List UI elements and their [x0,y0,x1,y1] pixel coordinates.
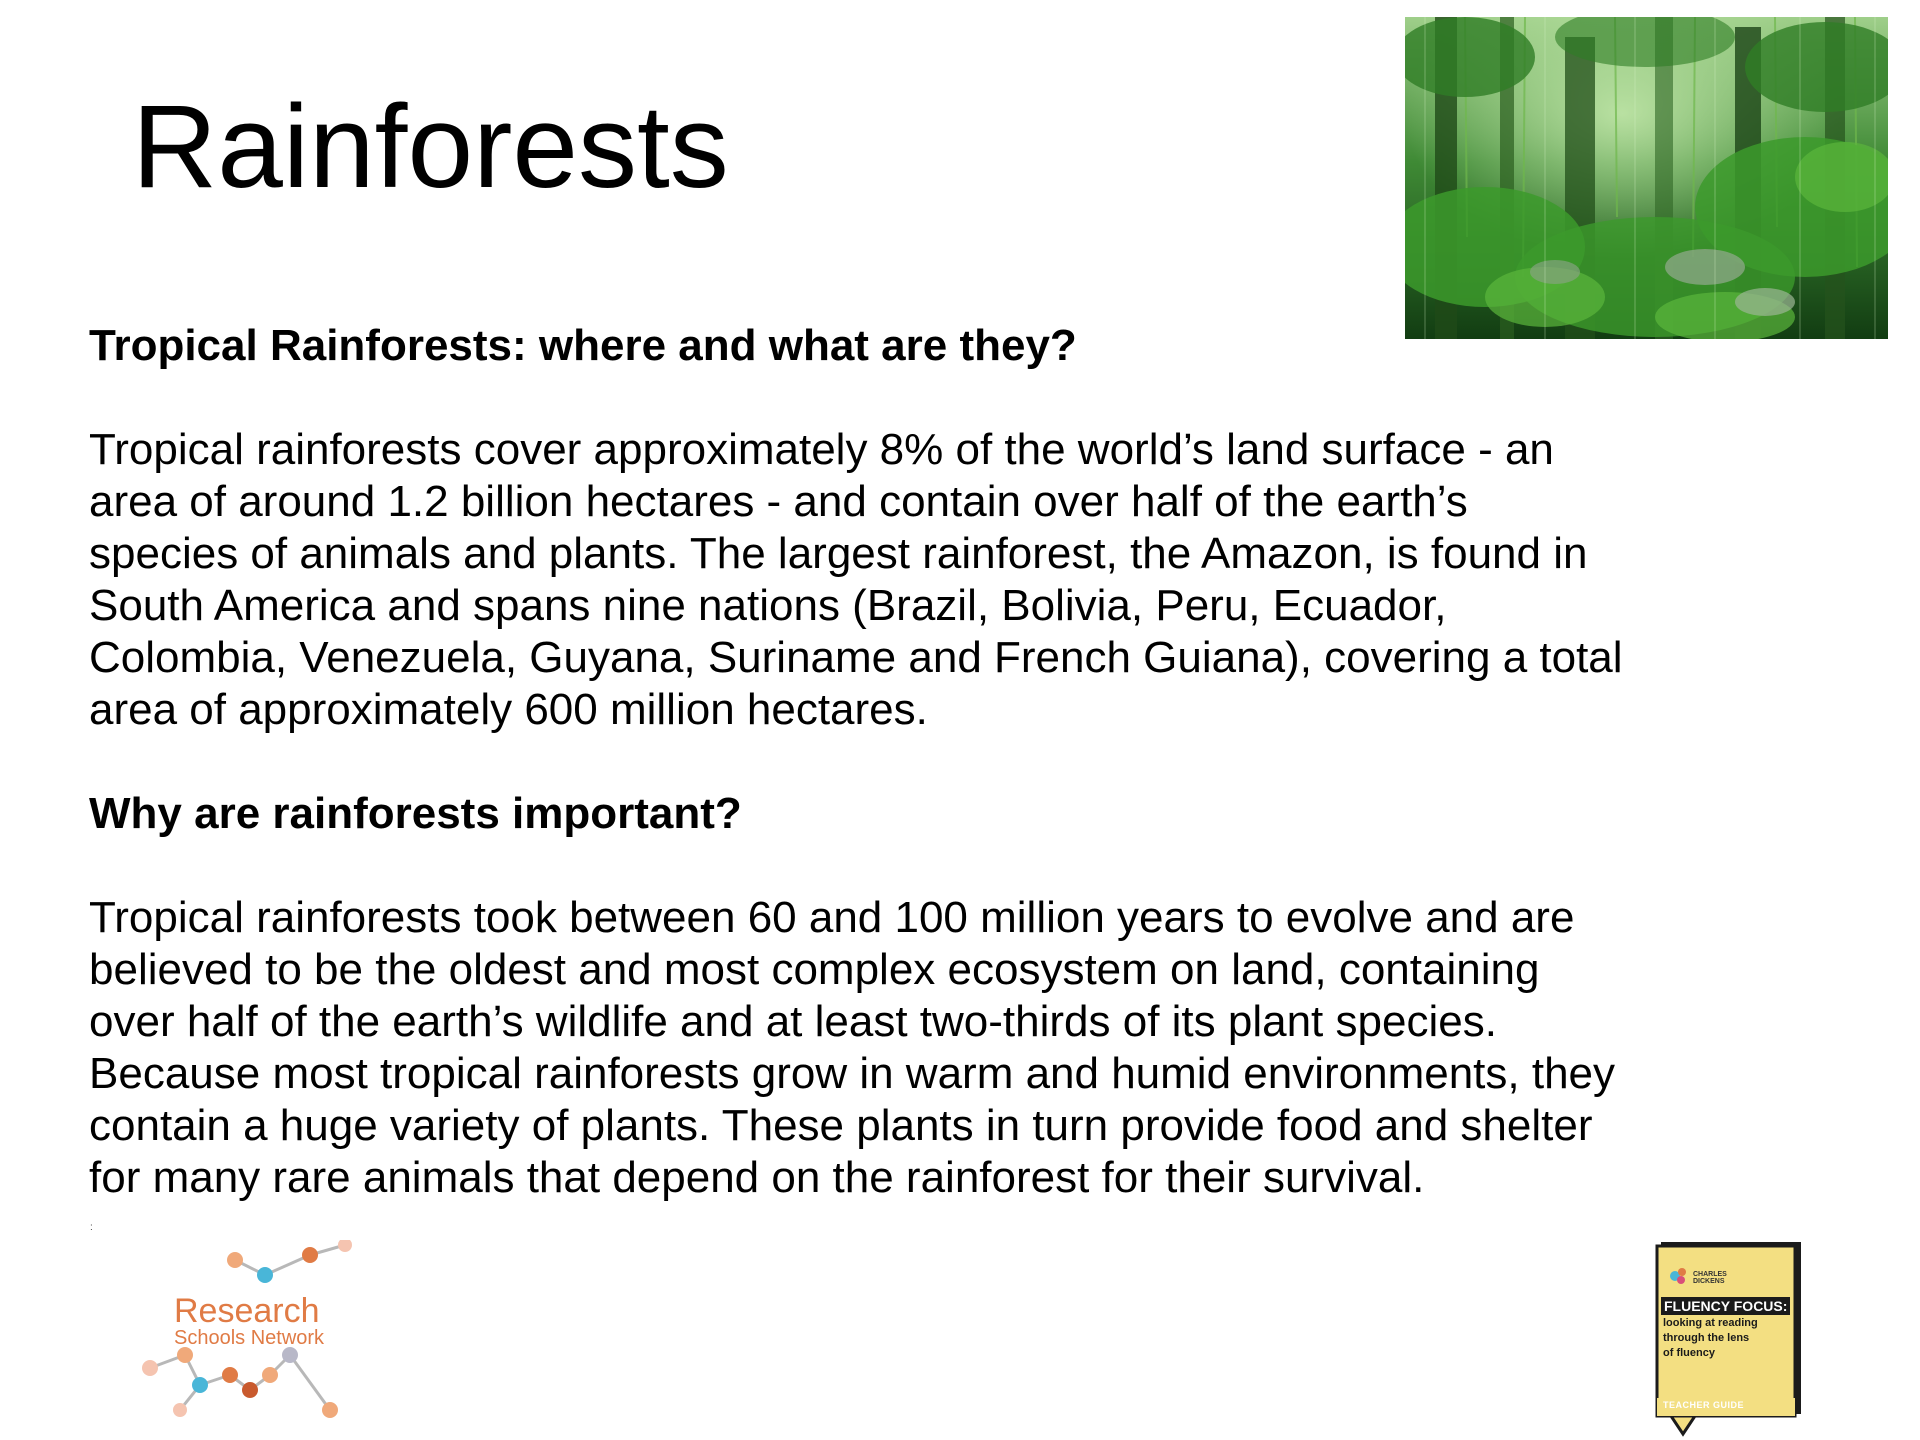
paragraph-importance: Tropical rainforests took between 60 and 100 million years to evolve and are believed to be the oldest and most complex ecosystem on land, containing over half of the earth’s wildlife and at least two-thirds of its plant species. Because most tropical rainforests grow in warm and humid environments, they contain a huge variety of plants. These plants in turn provide food and shelter for many rare animals that depend on the rainforest for their survival. [89,893,1616,1202]
section-heading-where: Tropical Rainforests: where and what are they? [89,321,1077,370]
slide-body [89,320,1829,1204]
section-heading-importance: Why are rainforests important? [89,789,742,838]
rainforest-photo [1405,17,1888,339]
slide-title: Rainforests [132,81,729,213]
book-footer: TEACHER GUIDE [1663,1400,1745,1410]
rsn-logo-line1: Research [174,1292,320,1330]
rsn-logo-line2: Schools Network [174,1327,325,1349]
paragraph-where: Tropical rainforests cover approximately 8% of the world’s land surface - an area of around 1.2 billion hectares - and contain over half of the earth’s species of animals and plants. The largest rainforest, the Amazon, is found in South America and spans nine nations (Brazil, Bolivia, Peru, Ecuador, Colombia, Venezuela, Guyana, Suriname and French Guiana), covering a total area of approximately 600 million hectares. [89,425,1623,734]
book-subtitle: looking at reading through the lens of fluency [1663,1317,1758,1359]
book-brand: CHARLES DICKENS [1693,1271,1727,1285]
stray-mark: : [90,1222,93,1233]
book-title: FLUENCY FOCUS: [1661,1297,1790,1315]
